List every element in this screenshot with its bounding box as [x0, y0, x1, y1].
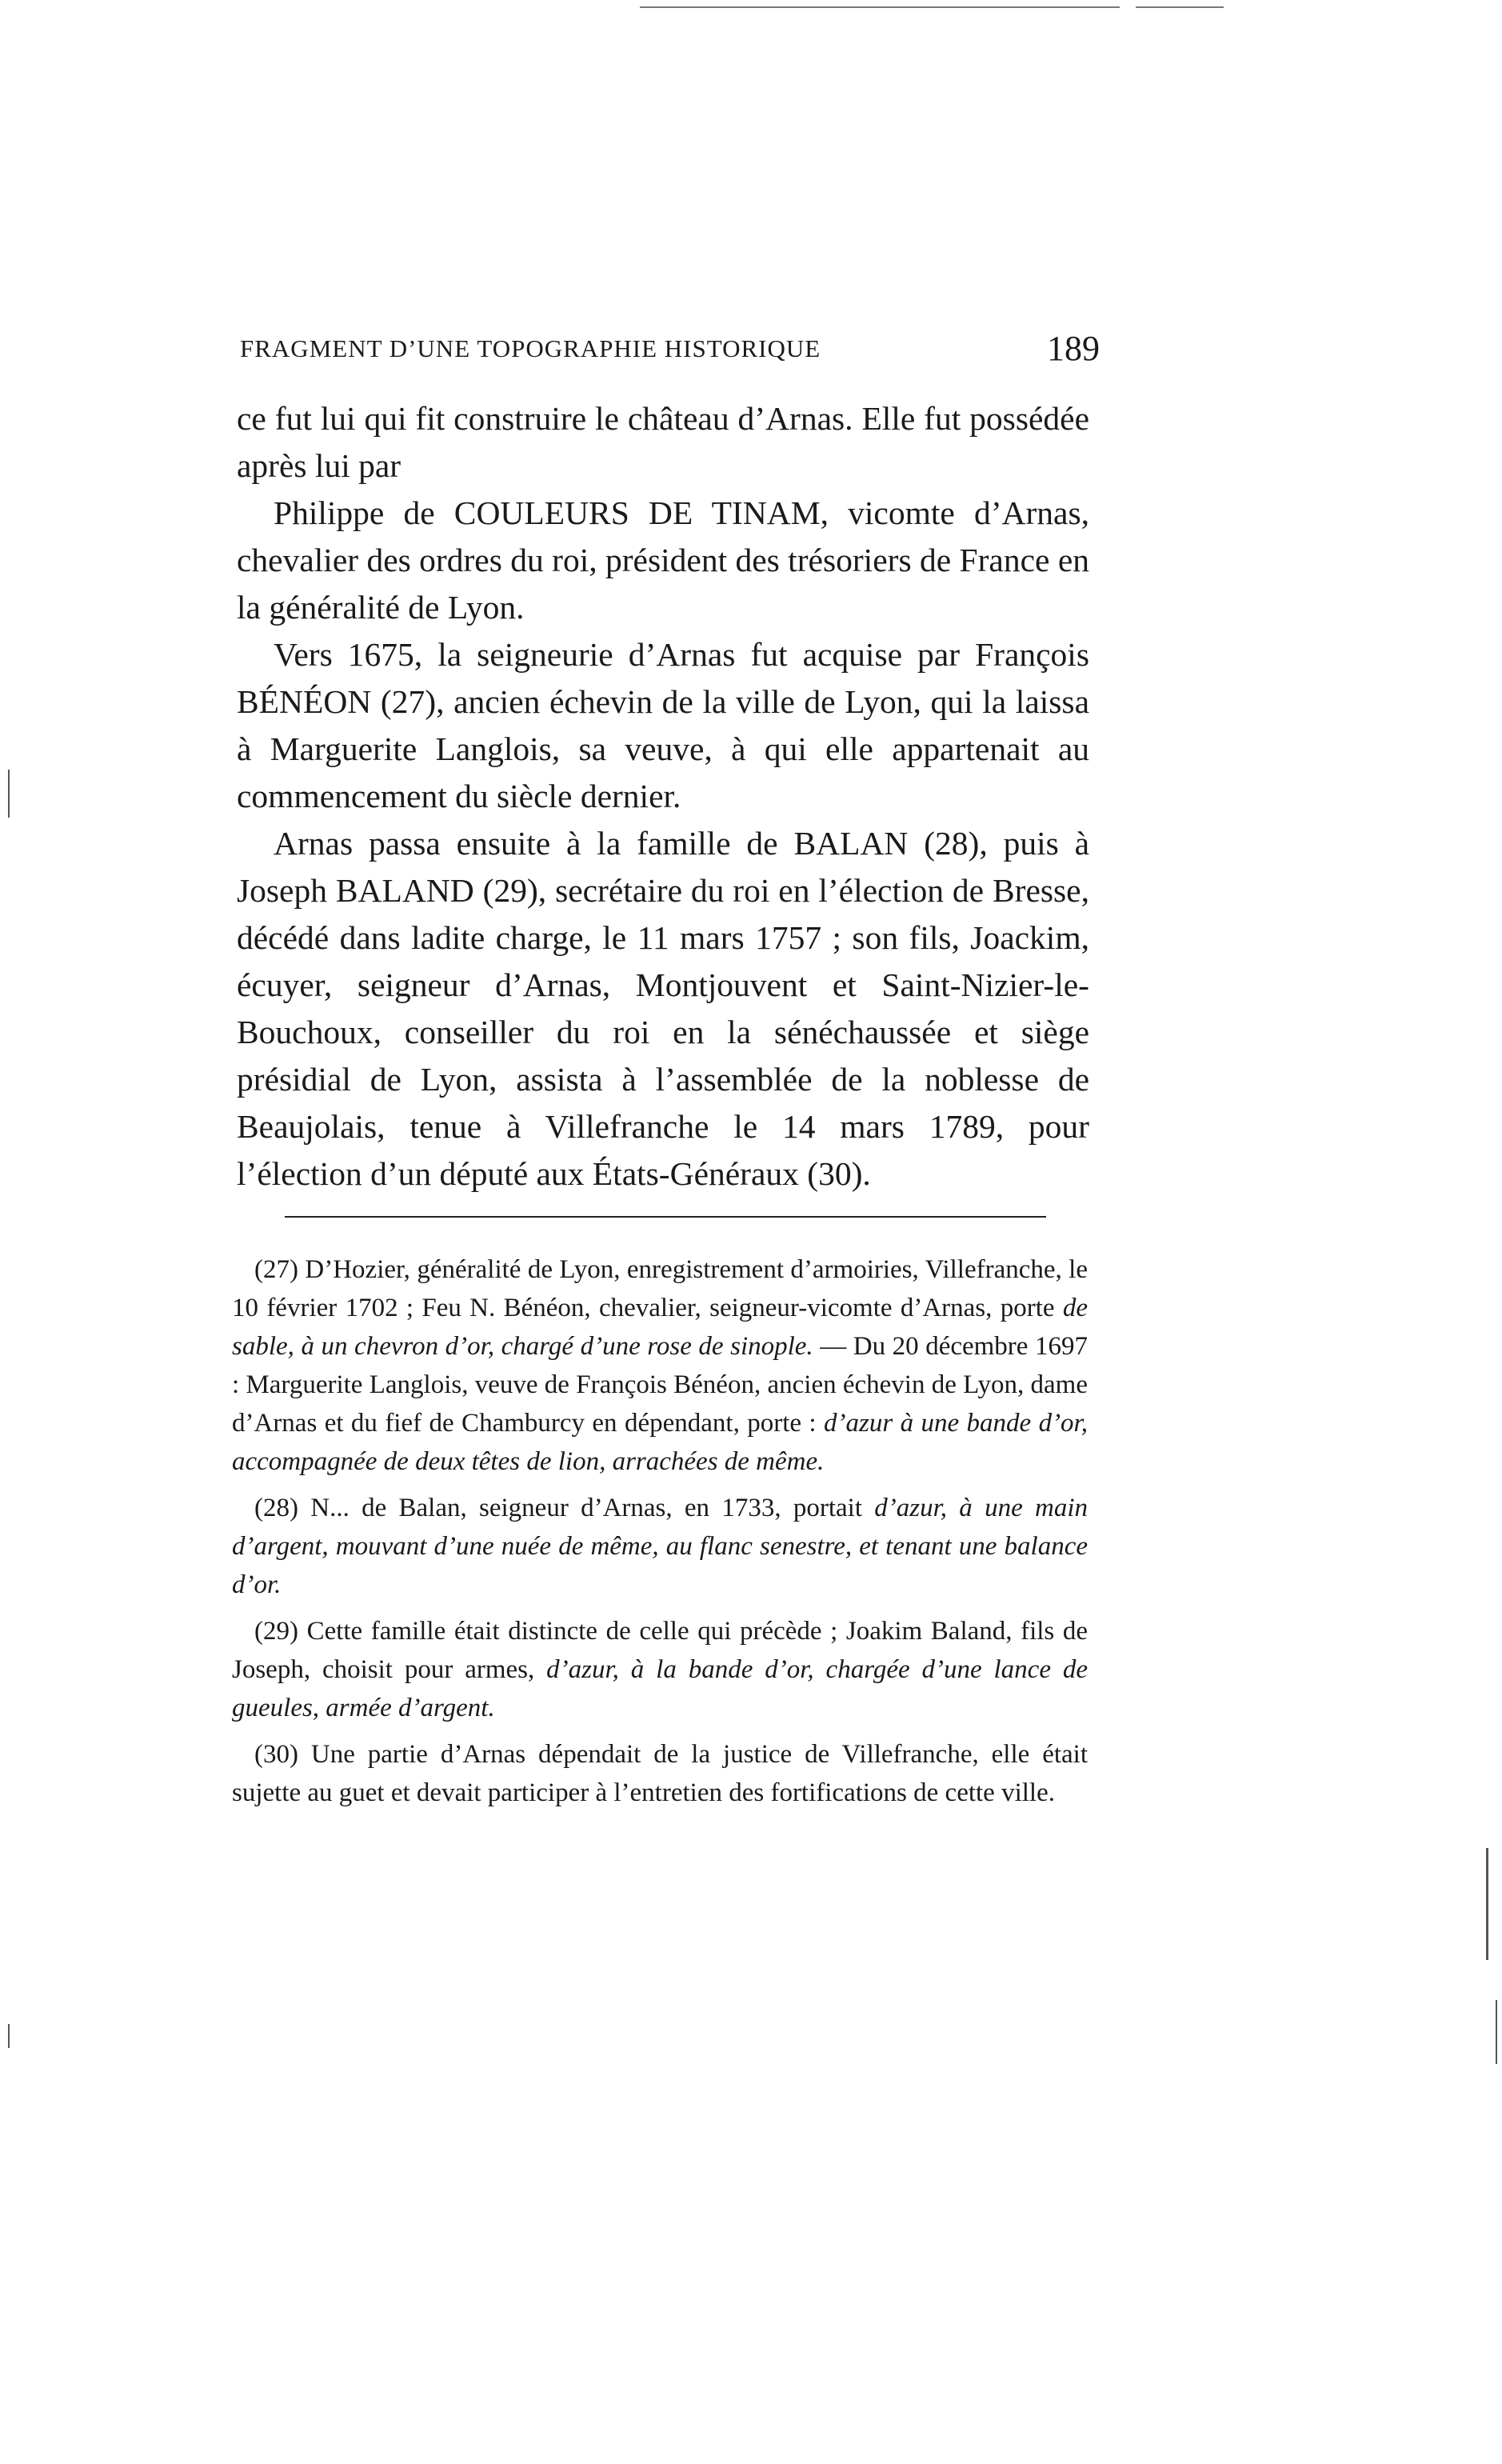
body-text [237, 395, 1089, 1198]
footnote-27-blazon-1: de sable, à un chevron d’or, chargé d’une rose de sinople. [232, 1294, 1088, 1361]
paragraph-2-text: vicomte d’Arnas, chevalier des ordres du roi, président des trésoriers de France en la généralité de Lyon. [237, 494, 1089, 626]
footnote-28-blazon: d’azur, à une main d’argent, mouvant d’une nuée de même, au flanc senestre, et tenant une balance d’or. [232, 1494, 1088, 1599]
person-name: BÉNÉON [237, 683, 372, 720]
paragraph-4-text-a: Arnas passa ensuite à la famille de [274, 825, 794, 862]
footnote-separator [285, 1216, 1046, 1218]
scan-edge-line [1136, 6, 1224, 8]
footnote-27 [232, 1250, 1088, 1481]
footnote-27-text-b: — Du 20 décembre 1697 : Marguerite Langlois, veuve de François Bénéon, ancien échevin de Lyon, dame d’Arnas et du fief de Chamburcy en dépendant, porte : [232, 1332, 1088, 1438]
paragraph-3-text-a: Vers 1675, la seigneurie d’Arnas fut acquise par François [274, 636, 1089, 673]
scan-margin-mark [1486, 1848, 1488, 1960]
paragraph-4-text-b: (28), puis à Joseph [237, 825, 1089, 909]
page-number: 189 [1047, 329, 1100, 368]
person-name: BALAND [335, 872, 474, 909]
footnotes [232, 1250, 1088, 1820]
footnote-27-text-a: (27) D’Hozier, généralité de Lyon, enregistrement d’armoiries, Villefranche, le 10 février 1702 ; Feu N. Bénéon, chevalier, seigneur-vicomte d’Arnas, porte [232, 1255, 1088, 1322]
scan-margin-mark [8, 770, 10, 818]
paragraph-4-text-c: (29), secrétaire du roi en l’élection de Bresse, décédé dans ladite charge, le 11 mars 1757 ; son fils, Joackim, écuyer, seigneur d’Arnas, Montjouvent et Saint-Nizier-le-Bouchoux, conseiller du roi en la sénéchaussée et siège présidial de Lyon, assista à l’assemblée de la noblesse de Beaujolais, tenue à Villefranche le 14 mars 1789, pour l’élection d’un député aux États-Généraux (30). [237, 872, 1089, 1192]
scan-edge-line [640, 6, 1120, 8]
footnote-29-blazon: d’azur, à la bande d’or, chargée d’une lance de gueules, armée d’argent. [232, 1655, 1089, 1722]
scan-margin-mark [8, 2024, 10, 2048]
paragraph-1: ce fut lui qui fit construire le château d’Arnas. Elle fut possédée après lui par [237, 400, 1089, 484]
footnote-27-blazon-2: d’azur à une bande d’or, accompagnée de deux têtes de lion, arrachées de même. [232, 1409, 1088, 1476]
paragraph-3 [237, 631, 1089, 820]
footnote-30: (30) Une partie d’Arnas dépendait de la justice de Villefranche, elle était sujette au guet et devait participer à l’entretien des fortifications de cette ville. [232, 1740, 1088, 1807]
scan-margin-mark [1496, 2000, 1497, 2064]
paragraph-3-text-b: (27), ancien échevin de la ville de Lyon, qui la laissa à Marguerite Langlois, sa veuve, à qui elle appartenait au commencement du siècle dernier. [237, 683, 1089, 814]
family-name: BALAN [793, 825, 909, 862]
running-head-title: FRAGMENT D’UNE TOPOGRAPHIE HISTORIQUE [240, 334, 821, 362]
footnote-29-text: (29) Cette famille était distincte de celle qui précède ; Joakim Baland, fils de Joseph, choisit pour armes, [232, 1617, 1088, 1684]
footnote-29 [232, 1612, 1088, 1727]
running-head [240, 329, 1100, 368]
footnote-28 [232, 1489, 1088, 1604]
paragraph-4 [237, 820, 1089, 1198]
footnote-28-text: (28) N... de Balan, seigneur d’Arnas, en 1733, portait [254, 1494, 875, 1522]
paragraph-2 [237, 490, 1089, 631]
person-name: Philippe de COULEURS DE TINAM, [274, 494, 829, 531]
